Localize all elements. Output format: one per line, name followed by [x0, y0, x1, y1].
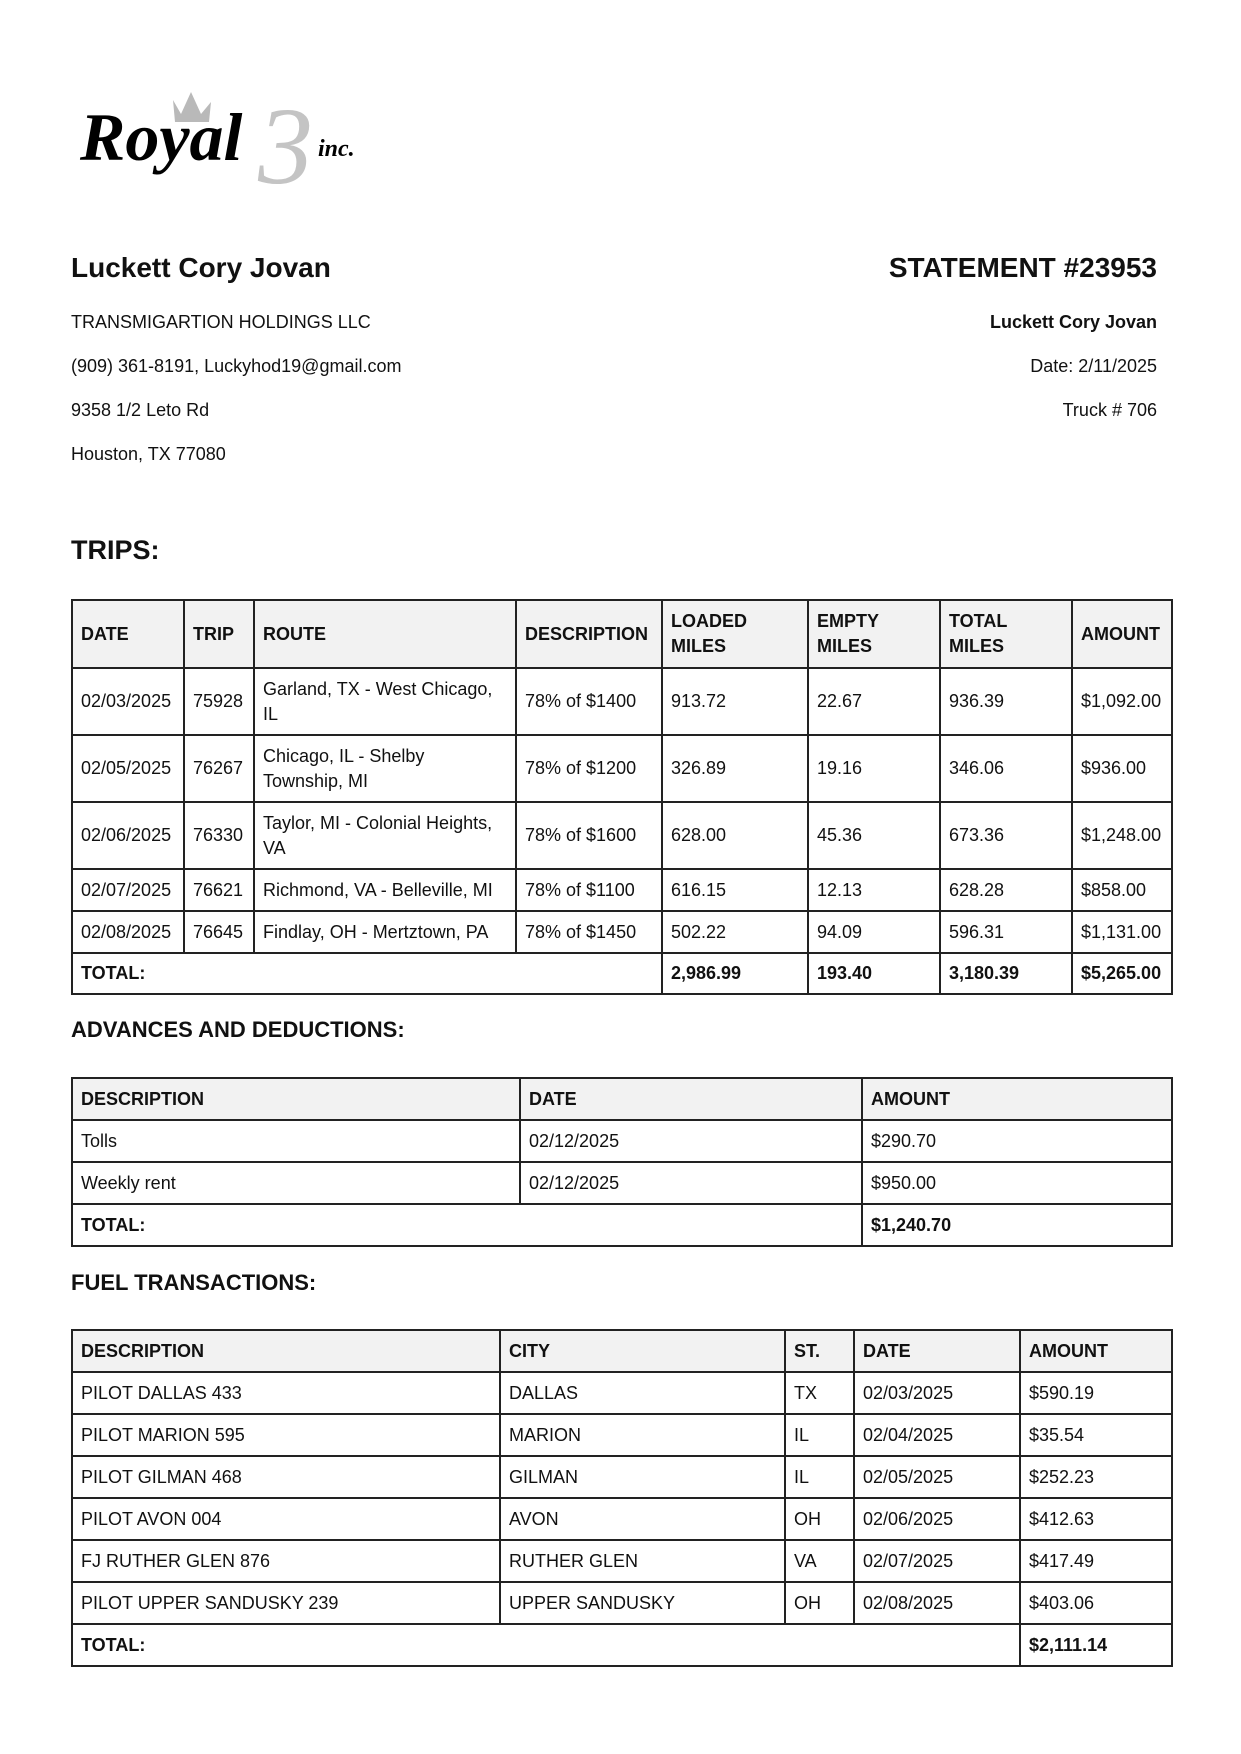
logo-wordmark: Royal	[80, 99, 243, 175]
col-header-state: ST.	[785, 1330, 854, 1372]
fuel-heading: FUEL TRANSACTIONS:	[71, 1270, 317, 1295]
deduction-amount: $290.70	[862, 1120, 1172, 1162]
driver-company: TRANSMIGARTION HOLDINGS LLC	[71, 312, 371, 332]
trip-date: 02/03/2025	[72, 668, 184, 735]
driver-name-title: Luckett Cory Jovan	[71, 252, 331, 283]
fuel-amount: $412.63	[1020, 1498, 1172, 1540]
trip-amount: $1,248.00	[1072, 802, 1172, 869]
trip-number: 76267	[184, 735, 254, 802]
col-header-date: DATE	[72, 600, 184, 668]
trip-route: Garland, TX - West Chicago, IL	[254, 668, 516, 735]
statement-date: Date: 2/11/2025	[1030, 356, 1157, 376]
driver-address-line1: 9358 1/2 Leto Rd	[71, 400, 210, 420]
deductions-table	[71, 1077, 1173, 1247]
fuel-total-label: TOTAL:	[72, 1624, 1020, 1666]
trip-date: 02/07/2025	[72, 869, 184, 911]
fuel-amount: $252.23	[1020, 1456, 1172, 1498]
fuel-state: OH	[785, 1498, 854, 1540]
deduction-date: 02/12/2025	[520, 1120, 862, 1162]
fuel-state: VA	[785, 1540, 854, 1582]
trip-description: 78% of $1200	[516, 735, 662, 802]
trip-description: 78% of $1600	[516, 802, 662, 869]
trip-number: 76330	[184, 802, 254, 869]
trip-loaded-miles: 628.00	[662, 802, 808, 869]
fuel-date: 02/06/2025	[854, 1498, 1020, 1540]
table-row	[72, 911, 1172, 953]
fuel-city: AVON	[500, 1498, 785, 1540]
driver-address-line2: Houston, TX 77080	[71, 444, 226, 464]
fuel-city: GILMAN	[500, 1456, 785, 1498]
table-row	[72, 1414, 1172, 1456]
trip-total-miles: 673.36	[940, 802, 1072, 869]
fuel-city: DALLAS	[500, 1372, 785, 1414]
trip-loaded-miles: 616.15	[662, 869, 808, 911]
fuel-total-row	[72, 1624, 1172, 1666]
statement-truck: Truck # 706	[1062, 400, 1157, 420]
col-header-description: DESCRIPTION	[72, 1330, 500, 1372]
col-header-description: DESCRIPTION	[72, 1078, 520, 1120]
deduction-description: Tolls	[72, 1120, 520, 1162]
fuel-date: 02/04/2025	[854, 1414, 1020, 1456]
col-header-amount: AMOUNT	[1020, 1330, 1172, 1372]
trip-empty-miles: 12.13	[808, 869, 940, 911]
trip-loaded-miles: 502.22	[662, 911, 808, 953]
trip-date: 02/05/2025	[72, 735, 184, 802]
col-header-empty-miles: EMPTY MILES	[808, 600, 940, 668]
col-header-trip: TRIP	[184, 600, 254, 668]
fuel-state: IL	[785, 1414, 854, 1456]
fuel-state: TX	[785, 1372, 854, 1414]
trips-table	[71, 599, 1173, 995]
table-row	[72, 1498, 1172, 1540]
fuel-date: 02/05/2025	[854, 1456, 1020, 1498]
trips-total-loaded-miles: 2,986.99	[662, 953, 808, 994]
trip-amount: $858.00	[1072, 869, 1172, 911]
trip-empty-miles: 45.36	[808, 802, 940, 869]
table-row	[72, 735, 1172, 802]
table-row	[72, 1456, 1172, 1498]
col-header-description: DESCRIPTION	[516, 600, 662, 668]
fuel-city: UPPER SANDUSKY	[500, 1582, 785, 1624]
fuel-header-row	[72, 1330, 1172, 1372]
trip-date: 02/08/2025	[72, 911, 184, 953]
statement-title: STATEMENT #23953	[888, 252, 1157, 283]
trip-description: 78% of $1450	[516, 911, 662, 953]
deduction-date: 02/12/2025	[520, 1162, 862, 1204]
trip-route: Taylor, MI - Colonial Heights, VA	[254, 802, 516, 869]
fuel-table	[71, 1329, 1173, 1667]
trip-loaded-miles: 913.72	[662, 668, 808, 735]
fuel-description: PILOT MARION 595	[72, 1414, 500, 1456]
trips-total-miles: 3,180.39	[940, 953, 1072, 994]
deductions-total-label: TOTAL:	[72, 1204, 862, 1246]
table-row	[72, 802, 1172, 869]
trips-heading: TRIPS:	[71, 535, 160, 565]
fuel-amount: $417.49	[1020, 1540, 1172, 1582]
fuel-description: PILOT AVON 004	[72, 1498, 500, 1540]
trip-route: Richmond, VA - Belleville, MI	[254, 869, 516, 911]
deductions-total-row	[72, 1204, 1172, 1246]
col-header-date: DATE	[854, 1330, 1020, 1372]
trip-empty-miles: 19.16	[808, 735, 940, 802]
trip-route: Findlay, OH - Mertztown, PA	[254, 911, 516, 953]
trips-header-row	[72, 600, 1172, 668]
trips-total-row	[72, 953, 1172, 994]
logo-mark-3: 3	[258, 85, 313, 188]
driver-contact: (909) 361-8191, Luckyhod19@gmail.com	[71, 356, 402, 376]
table-row	[72, 869, 1172, 911]
fuel-date: 02/07/2025	[854, 1540, 1020, 1582]
trip-description: 78% of $1400	[516, 668, 662, 735]
fuel-amount: $590.19	[1020, 1372, 1172, 1414]
fuel-date: 02/03/2025	[854, 1372, 1020, 1414]
royal3-logo-graphic	[78, 78, 388, 188]
table-row	[72, 668, 1172, 735]
trip-total-miles: 628.28	[940, 869, 1072, 911]
deduction-amount: $950.00	[862, 1162, 1172, 1204]
deduction-description: Weekly rent	[72, 1162, 520, 1204]
col-header-loaded-miles: LOADED MILES	[662, 600, 808, 668]
fuel-city: MARION	[500, 1414, 785, 1456]
deductions-header-row	[72, 1078, 1172, 1120]
logo-suffix: inc.	[318, 136, 355, 162]
fuel-total-amount: $2,111.14	[1020, 1624, 1172, 1666]
trip-total-miles: 596.31	[940, 911, 1072, 953]
company-logo	[78, 78, 388, 188]
fuel-state: IL	[785, 1456, 854, 1498]
table-row	[72, 1582, 1172, 1624]
table-row	[72, 1540, 1172, 1582]
col-header-amount: AMOUNT	[1072, 600, 1172, 668]
trip-amount: $936.00	[1072, 735, 1172, 802]
fuel-date: 02/08/2025	[854, 1582, 1020, 1624]
deductions-heading: ADVANCES AND DEDUCTIONS:	[71, 1017, 405, 1042]
col-header-city: CITY	[500, 1330, 785, 1372]
trip-description: 78% of $1100	[516, 869, 662, 911]
trip-number: 76645	[184, 911, 254, 953]
deductions-total-amount: $1,240.70	[862, 1204, 1172, 1246]
table-row	[72, 1372, 1172, 1414]
fuel-description: PILOT UPPER SANDUSKY 239	[72, 1582, 500, 1624]
fuel-amount: $403.06	[1020, 1582, 1172, 1624]
trip-number: 75928	[184, 668, 254, 735]
fuel-amount: $35.54	[1020, 1414, 1172, 1456]
col-header-amount: AMOUNT	[862, 1078, 1172, 1120]
table-row	[72, 1162, 1172, 1204]
fuel-state: OH	[785, 1582, 854, 1624]
trip-empty-miles: 22.67	[808, 668, 940, 735]
trip-empty-miles: 94.09	[808, 911, 940, 953]
trip-total-miles: 936.39	[940, 668, 1072, 735]
trip-amount: $1,131.00	[1072, 911, 1172, 953]
trips-total-label: TOTAL:	[72, 953, 662, 994]
trip-loaded-miles: 326.89	[662, 735, 808, 802]
trip-route: Chicago, IL - Shelby Township, MI	[254, 735, 516, 802]
fuel-description: PILOT GILMAN 468	[72, 1456, 500, 1498]
col-header-date: DATE	[520, 1078, 862, 1120]
fuel-description: PILOT DALLAS 433	[72, 1372, 500, 1414]
trip-date: 02/06/2025	[72, 802, 184, 869]
trips-total-amount: $5,265.00	[1072, 953, 1172, 994]
statement-driver-name: Luckett Cory Jovan	[989, 312, 1157, 332]
fuel-description: FJ RUTHER GLEN 876	[72, 1540, 500, 1582]
col-header-route: ROUTE	[254, 600, 516, 668]
trips-total-empty-miles: 193.40	[808, 953, 940, 994]
trip-total-miles: 346.06	[940, 735, 1072, 802]
trip-number: 76621	[184, 869, 254, 911]
fuel-city: RUTHER GLEN	[500, 1540, 785, 1582]
col-header-total-miles: TOTAL MILES	[940, 600, 1072, 668]
table-row	[72, 1120, 1172, 1162]
trip-amount: $1,092.00	[1072, 668, 1172, 735]
